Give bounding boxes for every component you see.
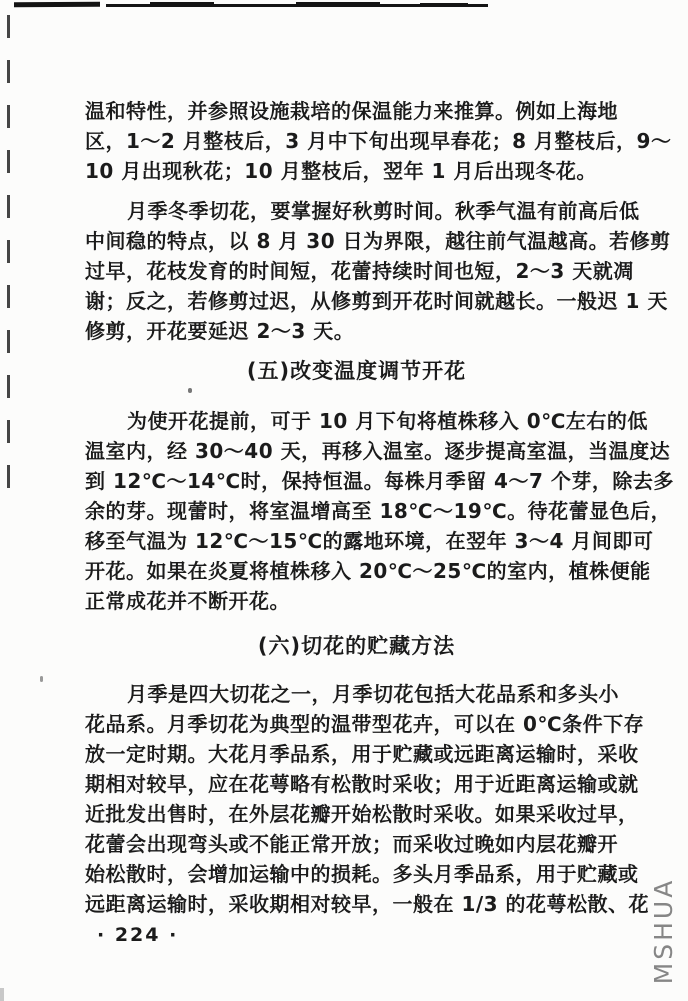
paragraph-autumn-pruning: [85, 196, 671, 346]
scan-topline-segment: [296, 2, 380, 7]
scan-speck: [40, 676, 43, 682]
text-line: 10 月出现秋花；10 月整枝后，翌年 1 月后出现冬花。: [85, 159, 597, 183]
text-line: 余的芽。现蕾时，将室温增高至 18℃～19℃。待花蕾显色后，: [85, 499, 672, 523]
text-line: 开花。如果在炎夏将植株移入 20℃～25℃的室内，植株便能: [85, 559, 651, 583]
text-line: 期相对较早，应在花萼略有松散时采收；用于近距离运输或就: [85, 772, 639, 796]
page-number: · 224 ·: [97, 924, 179, 946]
text-line: 远距离运输时，采收期相对较早，一般在 1/3 的花萼松散、花: [85, 892, 650, 916]
text-line: 中间稳的特点，以 8 月 30 日为界限，越往前气温越高。若修剪: [85, 229, 671, 253]
text-line: 修剪，开花要延迟 2～3 天。: [85, 319, 355, 343]
text-line: 始松散时，会增加运输中的损耗。多头月季品系，用于贮藏或: [85, 862, 639, 886]
paragraph-cutflower-storage: [85, 679, 650, 919]
text-line: 月季冬季切花，要掌握好秋剪时间。秋季气温有前高后低: [127, 199, 640, 223]
text-line: 放一定时期。大花月季品系，用于贮藏或远距离运输时，采收: [85, 742, 639, 766]
text-line: 花品系。月季切花为典型的温带型花卉，可以在 0℃条件下存: [85, 712, 645, 736]
text-line: 谢；反之，若修剪过迟，从修剪到开花时间就越长。一般迟 1 天: [85, 289, 668, 313]
paragraph-temperature-control: [85, 406, 674, 616]
watermark-text: MSHUA: [649, 877, 678, 985]
text-line: 移至气温为 12℃～15℃的露地环境，在翌年 3～4 月间即可: [85, 529, 654, 553]
binding-dash-marks: [7, 15, 10, 507]
scan-topline-segment: [14, 2, 100, 8]
scan-corner-mark: [0, 988, 4, 1001]
text-line: 正常成花并不断开花。: [85, 589, 290, 613]
text-line: 为使开花提前，可于 10 月下旬将植株移入 0℃左右的低: [127, 409, 648, 433]
paragraph-continuation: [85, 96, 672, 186]
text-line: 温和特性，并参照设施栽培的保温能力来推算。例如上海地: [85, 99, 618, 123]
section-heading-5: (五)改变温度调节开花: [246, 359, 467, 383]
text-line: 近批发出售时，在外层花瓣开始松散时采收。如果采收过早，: [85, 802, 639, 826]
text-line: 温室内，经 30～40 天，再移入温室。逐步提高室温，当温度达: [85, 439, 671, 463]
text-line: 月季是四大切花之一，月季切花包括大花品系和多头小: [127, 682, 619, 706]
text-line: 到 12℃～14℃时，保持恒温。每株月季留 4～7 个芽，除去多: [85, 469, 674, 493]
section-heading-6: (六)切花的贮藏方法: [257, 634, 456, 658]
text-line: 过早，花枝发育的时间短，花蕾持续时间也短，2～3 天就凋: [85, 259, 634, 283]
scan-topline-segment: [150, 2, 214, 7]
text-line: 花蕾会出现弯头或不能正常开放；而采收过晚如内层花瓣开: [85, 832, 618, 856]
scan-speck: [188, 388, 192, 393]
scan-topline-segment: [420, 3, 468, 7]
text-line: 区，1～2 月整枝后，3 月中下旬出现早春花；8 月整枝后，9～: [85, 129, 672, 153]
